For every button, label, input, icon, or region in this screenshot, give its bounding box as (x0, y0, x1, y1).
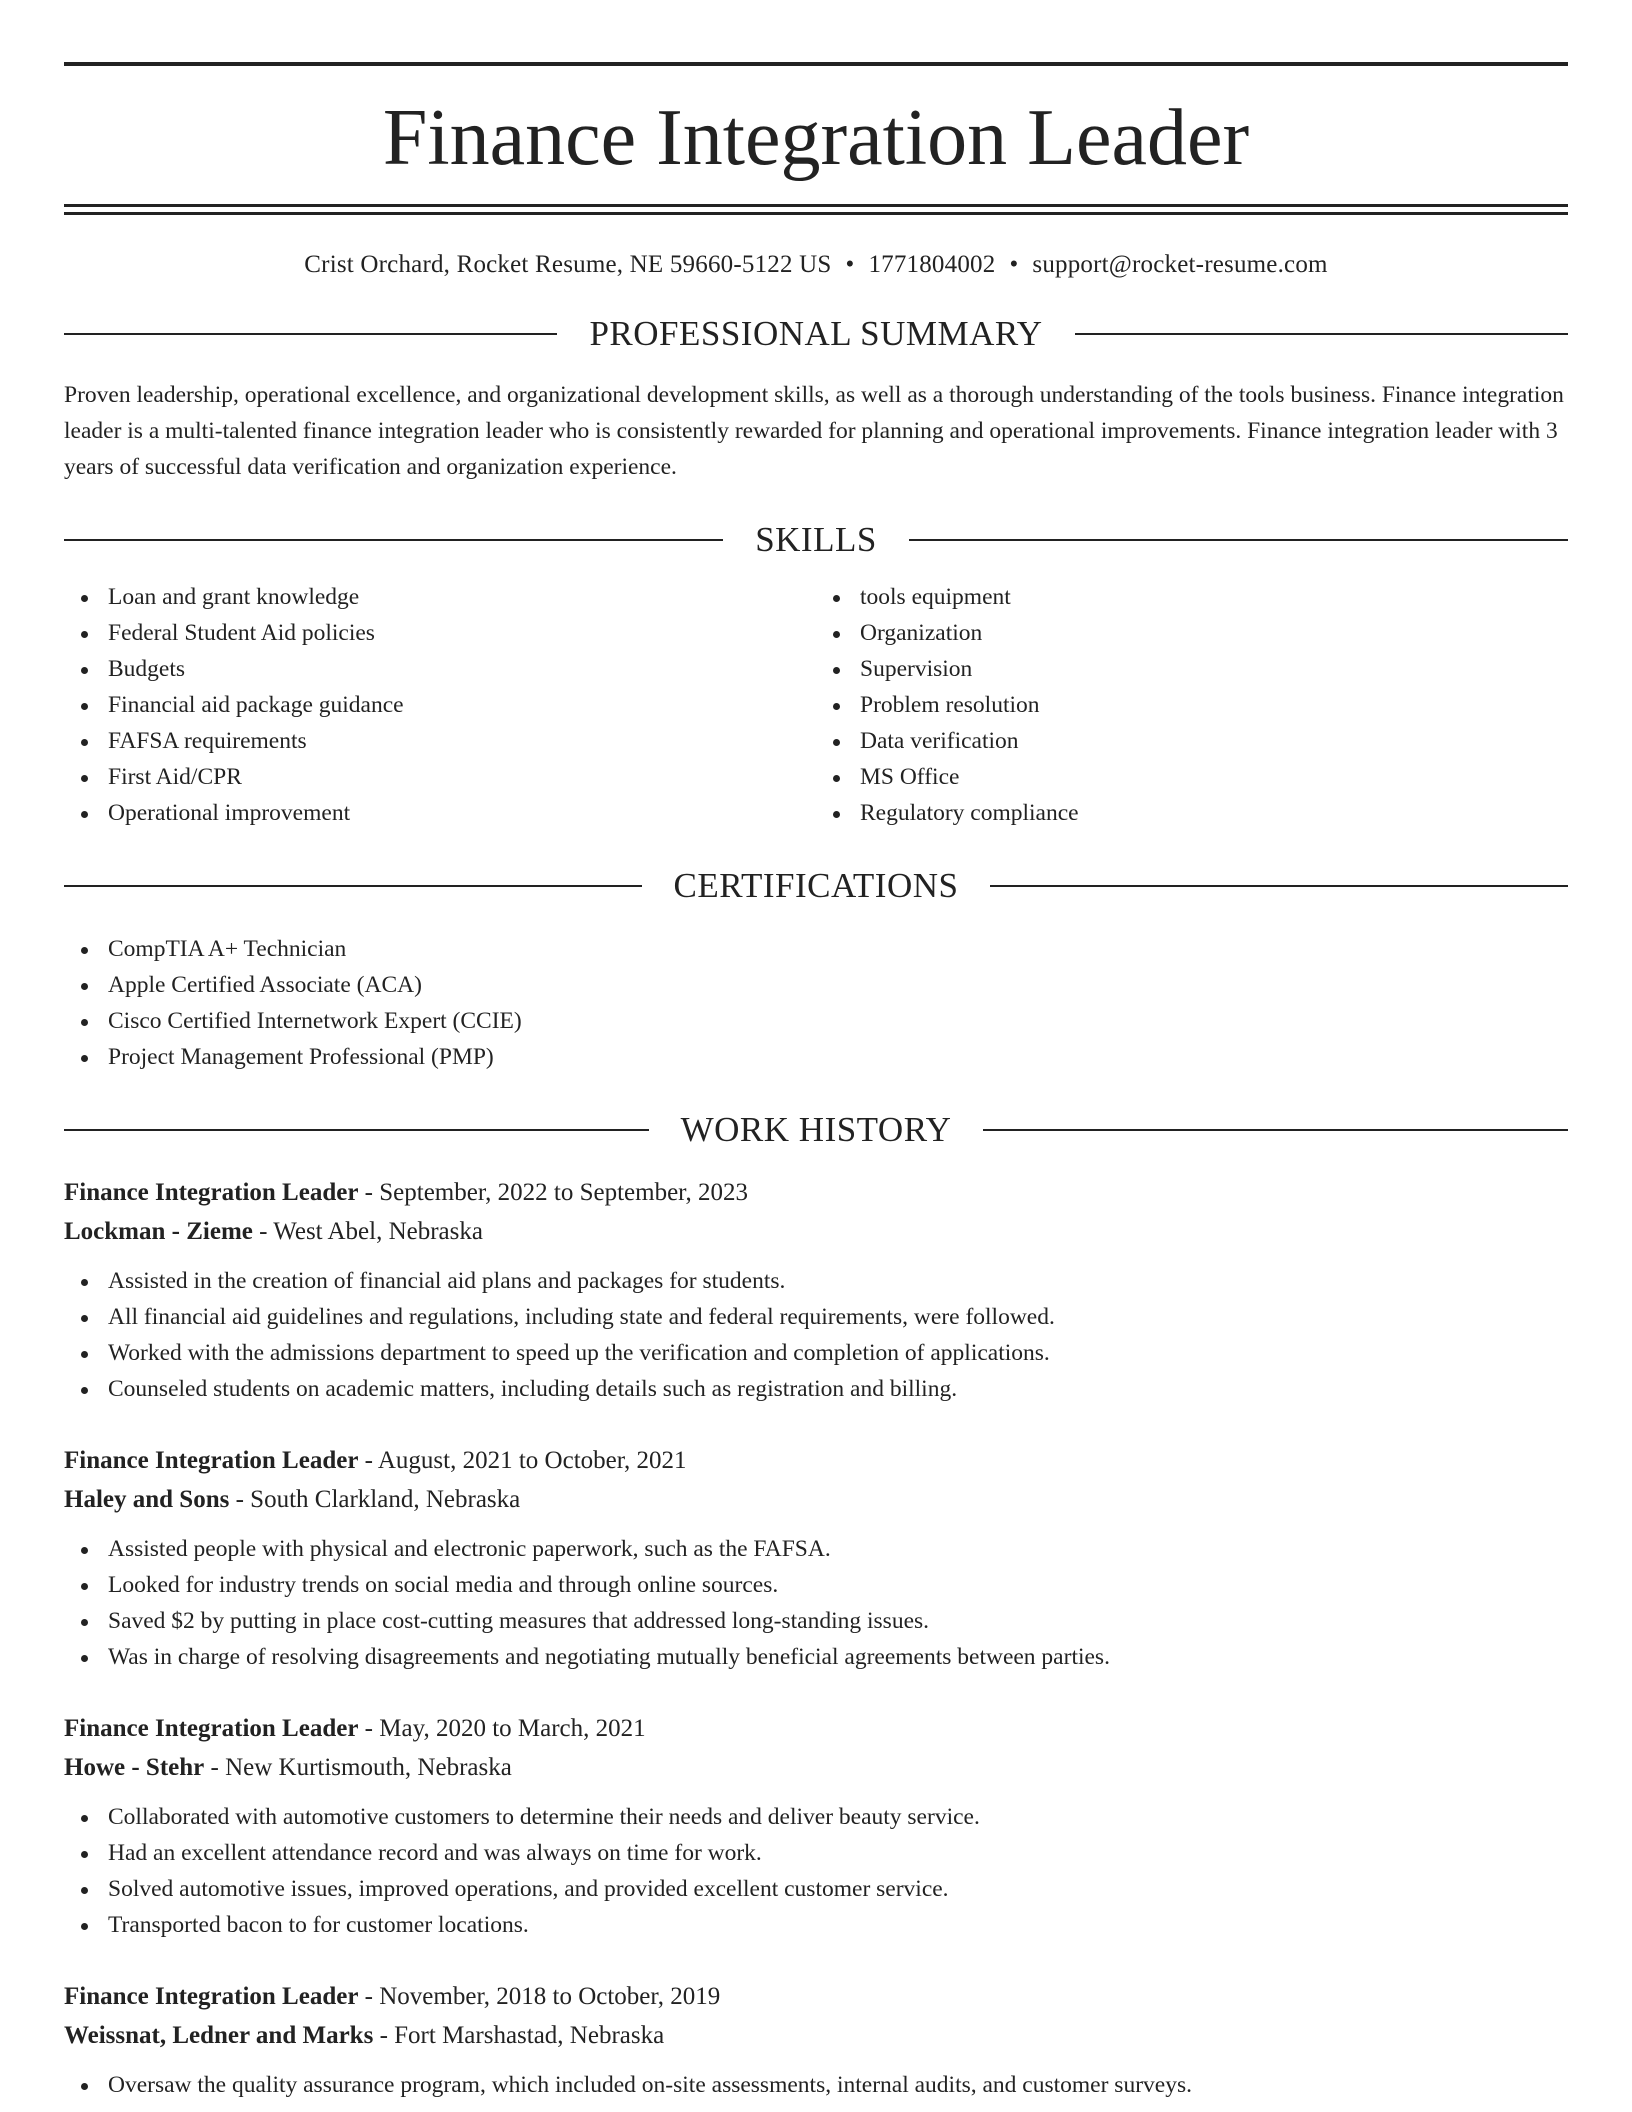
skill-item: Financial aid package guidance (64, 687, 816, 723)
title-double-rule (64, 204, 1568, 215)
skills-heading (64, 519, 1568, 561)
job-location: - South Clarkland, Nebraska (229, 1486, 521, 1513)
work-history-heading (64, 1109, 1568, 1151)
job-bullet: Collaborated with automotive customers to determine their needs and deliver beauty service. (64, 1799, 1568, 1835)
job-title: Finance Integration Leader (64, 1179, 359, 1206)
job-bullet: Counseled students on academic matters, including details such as registration and billing. (64, 1371, 1568, 1407)
job-bullet: Looked for industry trends on social media and through online sources. (64, 1567, 1568, 1603)
skills-grid (64, 579, 1568, 831)
job-company-line (64, 1480, 1568, 1519)
job-bullet: Saved $2 by putting in place cost-cutting measures that addressed long-standing issues. (64, 1603, 1568, 1639)
job-title-line (64, 1441, 1568, 1480)
heading-rule-left (64, 539, 723, 541)
heading-rule-right (909, 539, 1568, 541)
skill-item: Operational improvement (64, 795, 816, 831)
job-dates: - May, 2020 to March, 2021 (358, 1715, 646, 1742)
job-location: - New Kurtismouth, Nebraska (204, 1754, 512, 1781)
certification-item: Project Management Professional (PMP) (64, 1039, 1568, 1075)
job-dates: - November, 2018 to October, 2019 (358, 1983, 721, 2010)
skills-heading-text: SKILLS (755, 520, 877, 559)
job-bullets (64, 1263, 1568, 1407)
skill-item: FAFSA requirements (64, 723, 816, 759)
job-company: Howe - Stehr (64, 1754, 205, 1781)
heading-rule-right (990, 885, 1568, 887)
resume-title: Finance Integration Leader (382, 94, 1250, 182)
job-dates: - August, 2021 to October, 2021 (358, 1447, 687, 1474)
job-bullet: Assisted people with physical and electronic paperwork, such as the FAFSA. (64, 1531, 1568, 1567)
skill-item: Supervision (816, 651, 1568, 687)
skill-item: Budgets (64, 651, 816, 687)
summary-text: Proven leadership, operational excellence, and organizational development skills, as well as a thorough understanding of the tools business. Finance integration leader is a multi-talented finance integration leader who is consistently rewarded for planning and operational improvements. Finance integration leader with 3 years of successful data verification and organization experience. (64, 382, 1564, 480)
skill-item: MS Office (816, 759, 1568, 795)
contact-address: Crist Orchard, Rocket Resume, NE 59660-5122 US (304, 251, 832, 278)
job-location: - Fort Marshastad, Nebraska (373, 2022, 665, 2049)
skills-list-left (64, 579, 816, 831)
job-bullet: All financial aid guidelines and regulations, including state and federal requirements, were followed. (64, 1299, 1568, 1335)
contact-line (64, 251, 1568, 279)
skill-item: Federal Student Aid policies (64, 615, 816, 651)
certifications-heading (64, 865, 1568, 907)
certification-item: Apple Certified Associate (ACA) (64, 967, 1568, 1003)
job-dates: - September, 2022 to September, 2023 (358, 1179, 749, 1206)
heading-rule-right (983, 1129, 1568, 1131)
job-bullets (64, 2067, 1568, 2103)
job-title: Finance Integration Leader (64, 1715, 359, 1742)
contact-phone[interactable]: 1771804002 (868, 251, 996, 278)
job-company: Weissnat, Ledner and Marks (64, 2022, 374, 2049)
skill-item: Loan and grant knowledge (64, 579, 816, 615)
job-title-line (64, 1173, 1568, 1212)
skill-item: Regulatory compliance (816, 795, 1568, 831)
certification-item: Cisco Certified Internetwork Expert (CCIE) (64, 1003, 1568, 1039)
job-bullets (64, 1531, 1568, 1675)
heading-rule-left (64, 333, 557, 335)
job-company: Haley and Sons (64, 1486, 230, 1513)
job-company: Lockman - Zieme (64, 1218, 253, 1245)
skill-item: tools equipment (816, 579, 1568, 615)
certifications-heading-text: CERTIFICATIONS (673, 866, 959, 905)
contact-separator: • (1009, 251, 1019, 278)
contact-email[interactable]: support@rocket-resume.com (1032, 251, 1328, 278)
job-bullet: Oversaw the quality assurance program, which included on-site assessments, internal audits, and customer surveys. (64, 2067, 1568, 2103)
work-history-heading-text: WORK HISTORY (680, 1110, 952, 1149)
job-bullet: Assisted in the creation of financial aid plans and packages for students. (64, 1263, 1568, 1299)
job-entry (64, 1441, 1568, 1675)
job-company-line (64, 2016, 1568, 2055)
contact-separator: • (845, 251, 855, 278)
job-bullet: Solved automotive issues, improved operations, and provided excellent customer service. (64, 1871, 1568, 1907)
job-company-line (64, 1748, 1568, 1787)
summary-heading-text: PROFESSIONAL SUMMARY (589, 314, 1043, 353)
job-bullet: Transported bacon to for customer locations. (64, 1907, 1568, 1943)
heading-rule-left (64, 1129, 649, 1131)
job-bullet: Had an excellent attendance record and was always on time for work. (64, 1835, 1568, 1871)
certification-item: CompTIA A+ Technician (64, 931, 1568, 967)
job-entry (64, 1173, 1568, 1407)
skill-item: First Aid/CPR (64, 759, 816, 795)
certifications-list (64, 931, 1568, 1075)
job-title: Finance Integration Leader (64, 1447, 359, 1474)
job-title: Finance Integration Leader (64, 1983, 359, 2010)
summary-heading (64, 313, 1568, 355)
skill-item: Data verification (816, 723, 1568, 759)
skill-item: Organization (816, 615, 1568, 651)
job-title-line (64, 1977, 1568, 2016)
job-entry (64, 1977, 1568, 2103)
job-company-line (64, 1212, 1568, 1251)
job-bullets (64, 1799, 1568, 1943)
job-bullet: Worked with the admissions department to speed up the verification and completion of applications. (64, 1335, 1568, 1371)
job-title-line (64, 1709, 1568, 1748)
heading-rule-right (1075, 333, 1568, 335)
top-rule (64, 62, 1568, 66)
job-location: - West Abel, Nebraska (252, 1218, 483, 1245)
skill-item: Problem resolution (816, 687, 1568, 723)
job-bullet: Was in charge of resolving disagreements and negotiating mutually beneficial agreements between parties. (64, 1639, 1568, 1675)
skills-list-right (816, 579, 1568, 831)
job-entry (64, 1709, 1568, 1943)
heading-rule-left (64, 885, 642, 887)
